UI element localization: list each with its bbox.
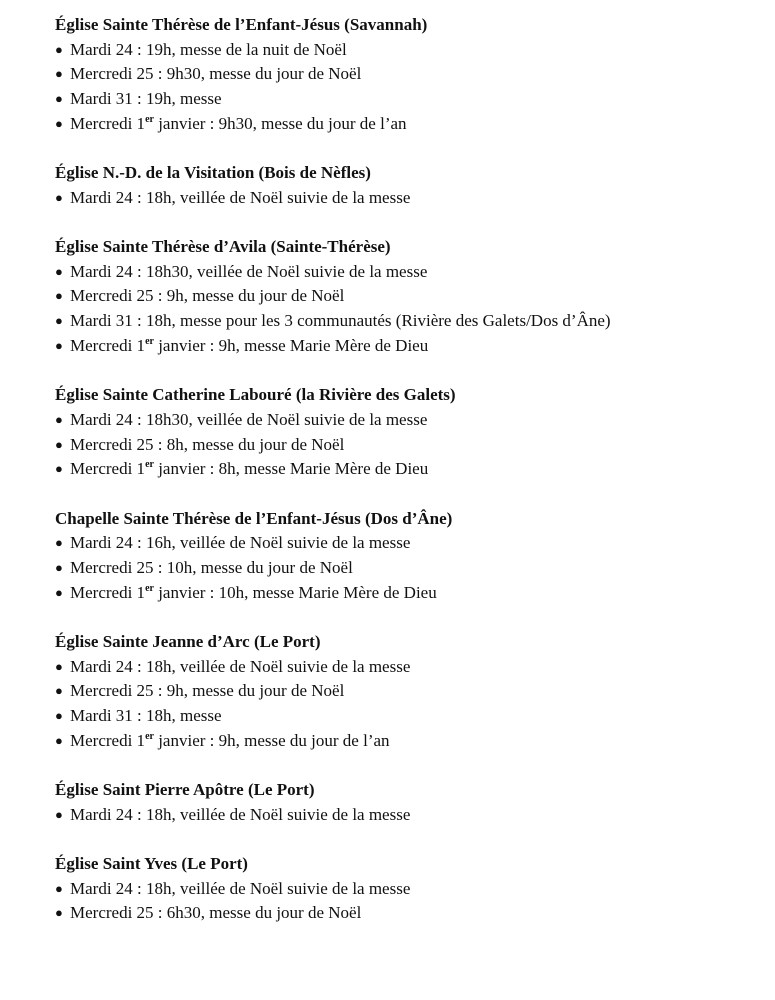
bullet-icon: ● <box>55 559 63 575</box>
section-heading: Chapelle Sainte Thérèse de l’Enfant-Jésus (Dos d’Âne) <box>55 508 453 528</box>
church-section <box>55 852 755 926</box>
schedule-item <box>55 704 755 729</box>
ordinal-suffix: er <box>145 113 154 125</box>
schedule-item <box>55 309 755 334</box>
schedule-item <box>55 531 755 556</box>
schedule-item <box>55 112 755 137</box>
schedule-text: Mardi 31 : 18h, messe <box>70 706 222 726</box>
schedule-list <box>55 803 755 828</box>
schedule-text: Mardi 24 : 19h, messe de la nuit de Noël <box>70 39 347 59</box>
schedule-item <box>55 457 755 482</box>
section-heading: Église Saint Yves (Le Port) <box>55 854 248 874</box>
bullet-icon: ● <box>55 313 63 329</box>
section-heading: Église Sainte Thérèse d’Avila (Sainte-Thérèse) <box>55 237 391 257</box>
bullet-icon: ● <box>55 337 63 353</box>
schedule-text-end: janvier : 9h, messe du jour de l’an <box>153 730 390 750</box>
schedule-item <box>55 679 755 704</box>
schedule-text: Mercredi 25 : 9h30, messe du jour de Noël <box>70 64 362 84</box>
church-section <box>55 161 755 210</box>
schedule-text: Mercredi 25 : 8h, messe du jour de Noël <box>70 434 345 454</box>
schedule-text-start: Mercredi 1 <box>70 335 146 355</box>
bullet-icon: ● <box>55 806 63 822</box>
schedule-text-start: Mercredi 1 <box>70 730 146 750</box>
church-section <box>55 630 755 754</box>
ordinal-suffix: er <box>145 335 154 347</box>
schedule-list <box>55 38 755 137</box>
schedule-item <box>55 87 755 112</box>
schedule-item <box>55 284 755 309</box>
bullet-icon: ● <box>55 461 63 477</box>
bullet-icon: ● <box>55 584 63 600</box>
section-heading: Église Sainte Catherine Labouré (la Rivière des Galets) <box>55 385 456 405</box>
schedule-text-start: Mercredi 1 <box>70 113 146 133</box>
schedule-list <box>55 655 755 754</box>
bullet-icon: ● <box>55 115 63 131</box>
bullet-icon: ● <box>55 708 63 724</box>
schedule-text: Mardi 24 : 18h30, veillée de Noël suivie de la messe <box>70 261 428 281</box>
ordinal-suffix: er <box>145 730 154 742</box>
schedule-item <box>55 877 755 902</box>
schedule-text: Mardi 24 : 16h, veillée de Noël suivie de la messe <box>70 533 411 553</box>
schedule-item <box>55 901 755 926</box>
schedule-item <box>55 260 755 285</box>
schedule-text: Mercredi 25 : 10h, messe du jour de Noël <box>70 557 353 577</box>
schedule-text-end: janvier : 10h, messe Marie Mère de Dieu <box>153 582 437 602</box>
schedule-text-end: janvier : 9h30, messe du jour de l’an <box>153 113 407 133</box>
schedule-list <box>55 408 755 482</box>
section-heading: Église Sainte Thérèse de l’Enfant-Jésus (Savannah) <box>55 15 428 34</box>
church-section <box>55 778 755 827</box>
schedule-item <box>55 581 755 606</box>
schedule-item <box>55 433 755 458</box>
schedule-text: Mercredi 25 : 9h, messe du jour de Noël <box>70 286 345 306</box>
schedule-text-end: janvier : 9h, messe Marie Mère de Dieu <box>153 335 429 355</box>
bullet-icon: ● <box>55 905 63 921</box>
church-section <box>55 235 755 359</box>
bullet-icon: ● <box>55 535 63 551</box>
document-page <box>55 13 755 926</box>
bullet-icon: ● <box>55 189 63 205</box>
schedule-item <box>55 334 755 359</box>
schedule-item <box>55 408 755 433</box>
schedule-item <box>55 803 755 828</box>
ordinal-suffix: er <box>145 582 154 594</box>
schedule-item <box>55 655 755 680</box>
schedule-text: Mercredi 25 : 6h30, messe du jour de Noël <box>70 903 362 923</box>
schedule-text: Mardi 31 : 18h, messe pour les 3 communautés (Rivière des Galets/Dos d’Âne) <box>70 311 611 331</box>
schedule-text-start: Mercredi 1 <box>70 582 146 602</box>
bullet-icon: ● <box>55 658 63 674</box>
bullet-icon: ● <box>55 263 63 279</box>
schedule-list <box>55 186 755 211</box>
church-section <box>55 13 755 137</box>
ordinal-suffix: er <box>145 459 154 471</box>
schedule-text-end: janvier : 8h, messe Marie Mère de Dieu <box>153 459 429 479</box>
bullet-icon: ● <box>55 411 63 427</box>
schedule-text: Mardi 24 : 18h, veillée de Noël suivie de la messe <box>70 656 411 676</box>
schedule-text: Mardi 24 : 18h, veillée de Noël suivie de la messe <box>70 804 411 824</box>
schedule-text: Mardi 31 : 19h, messe <box>70 89 222 109</box>
section-heading: Église Saint Pierre Apôtre (Le Port) <box>55 780 315 800</box>
schedule-item <box>55 729 755 754</box>
schedule-item <box>55 62 755 87</box>
schedule-text: Mardi 24 : 18h30, veillée de Noël suivie de la messe <box>70 409 428 429</box>
schedule-list <box>55 531 755 605</box>
bullet-icon: ● <box>55 732 63 748</box>
section-heading: Église N.-D. de la Visitation (Bois de Nèfles) <box>55 163 371 183</box>
schedule-item <box>55 186 755 211</box>
bullet-icon: ● <box>55 683 63 699</box>
schedule-text: Mercredi 25 : 9h, messe du jour de Noël <box>70 681 345 701</box>
schedule-list <box>55 260 755 359</box>
bullet-icon: ● <box>55 880 63 896</box>
bullet-icon: ● <box>55 91 63 107</box>
schedule-item <box>55 556 755 581</box>
section-heading: Église Sainte Jeanne d’Arc (Le Port) <box>55 631 321 651</box>
schedule-text-start: Mercredi 1 <box>70 459 146 479</box>
schedule-text: Mardi 24 : 18h, veillée de Noël suivie de la messe <box>70 878 411 898</box>
bullet-icon: ● <box>55 66 63 82</box>
church-section <box>55 507 755 606</box>
bullet-icon: ● <box>55 436 63 452</box>
schedule-item <box>55 38 755 63</box>
church-section <box>55 383 755 482</box>
schedule-list <box>55 877 755 926</box>
schedule-text: Mardi 24 : 18h, veillée de Noël suivie de la messe <box>70 187 411 207</box>
bullet-icon: ● <box>55 41 63 57</box>
bullet-icon: ● <box>55 288 63 304</box>
